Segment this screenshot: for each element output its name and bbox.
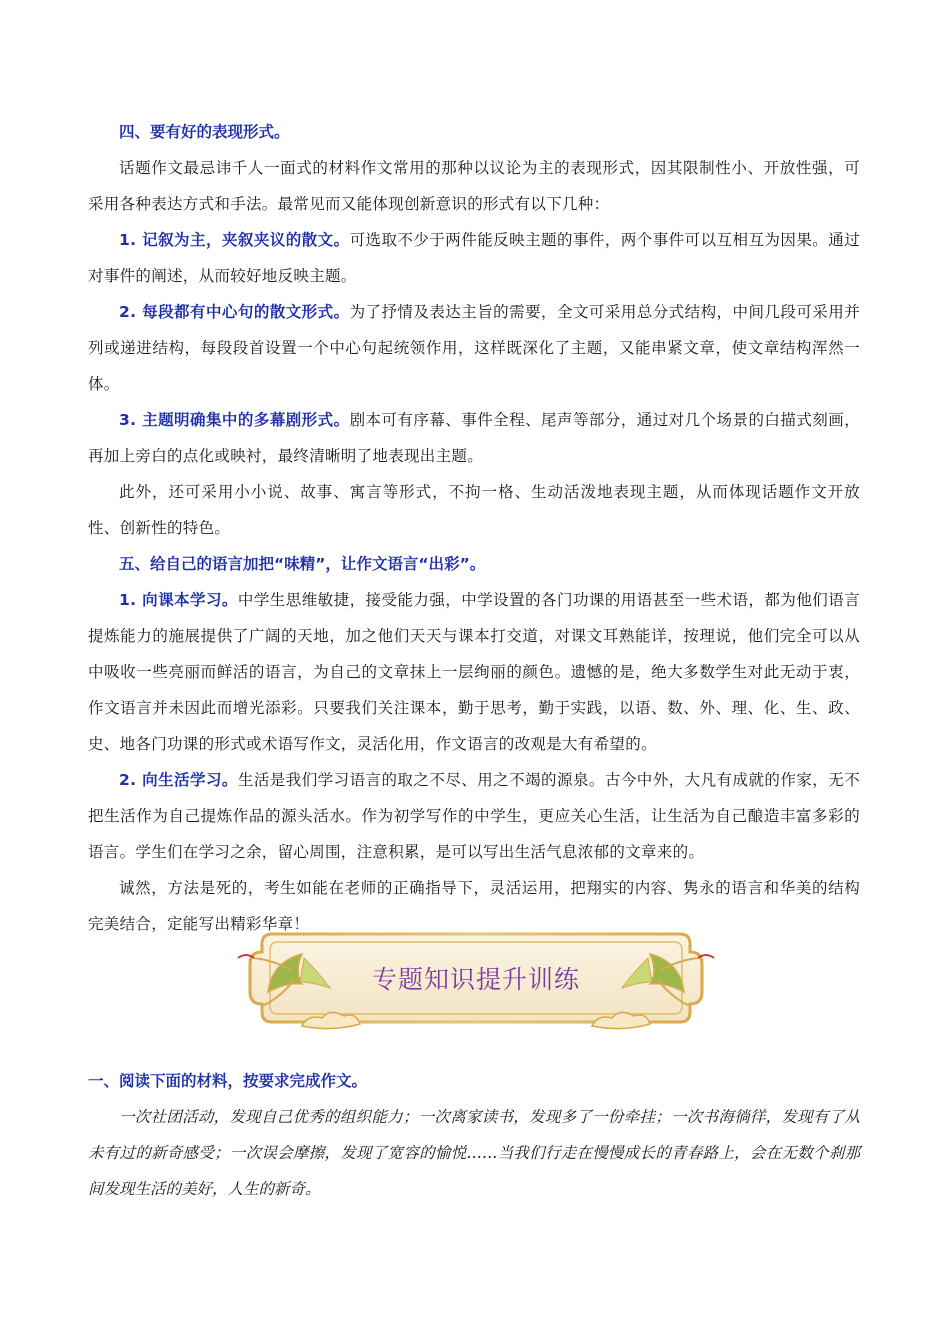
item-lead: 2. 向生活学习。 xyxy=(119,771,238,789)
section5-item-1 xyxy=(88,582,860,762)
item-text: 剧本可有序幕、事件全程、尾声等部分，通过对几个场景的白描式刻画，再加上旁白的点化或映衬，最终清晰明了地表现出主题。 xyxy=(88,411,860,465)
exercise-section xyxy=(88,1063,860,1207)
section-banner xyxy=(232,922,720,1034)
article-body xyxy=(88,114,860,942)
item-lead: 1. 记叙为主，夹叙夹议的散文。 xyxy=(119,231,350,249)
section4-heading: 四、要有好的表现形式。 xyxy=(119,123,290,141)
exercise-heading: 一、阅读下面的材料，按要求完成作文。 xyxy=(88,1072,368,1090)
section5-item-2 xyxy=(88,762,860,870)
item-text: 生活是我们学习语言的取之不尽、用之不竭的源泉。古今中外，大凡有成就的作家，无不把生活作为自己提炼作品的源头活水。作为初学写作的中学生，更应关心生活，让生活为自己酿造丰富多彩的语言。学生们在学习之余，留心周围，注意积累，是可以写出生活气息浓郁的文章来的。 xyxy=(88,771,861,861)
section5-heading: 五、给自己的语言加把“味精”，让作文语言“出彩”。 xyxy=(119,555,486,573)
section4-extra: 此外，还可采用小小说、故事、寓言等形式，不拘一格、生动活泼地表现主题，从而体现话题作文开放性、创新性的特色。 xyxy=(88,483,860,537)
section4-intro: 话题作文最忌讳千人一面式的材料作文常用的那种以议论为主的表现形式，因其限制性小、开放性强，可采用各种表达方式和手法。最常见而又能体现创新意识的形式有以下几种： xyxy=(88,159,860,213)
item-text: 中学生思维敏捷，接受能力强，中学设置的各门功课的用语甚至一些术语，都为他们语言提炼能力的施展提供了广阔的天地，加之他们天天与课本打交道，对课文耳熟能详，按理说，他们完全可以从中吸收一些亮丽而鲜活的语言，为自己的文章抹上一层绚丽的颜色。遗憾的是，绝大多数学生对此无动于衷，作文语言并未因此而增光添彩。只要我们关注课本，勤于思考，勤于实践，以语、数、外、理、化、生、政、史、地各门功课的形式或术语写作文，灵活化用，作文语言的改观是大有希望的。 xyxy=(88,591,861,753)
item-lead: 3. 主题明确集中的多幕剧形式。 xyxy=(119,411,350,429)
banner-title: 专题知识提升训练 xyxy=(371,965,580,994)
section4-item-2 xyxy=(88,294,860,402)
item-lead: 1. 向课本学习。 xyxy=(119,591,238,609)
item-text: 为了抒情及表达主旨的需要，全文可采用总分式结构，中间几段可采用并列或递进结构，每段段首设置一个中心句起统领作用，这样既深化了主题，又能串紧文章，使文章结构浑然一体。 xyxy=(88,303,860,393)
section5-conclusion: 诚然，方法是死的，考生如能在老师的正确指导下，灵活运用，把翔实的内容、隽永的语言和华美的结构完美结合，定能写出精彩华章！ xyxy=(88,879,860,933)
section4-item-1 xyxy=(88,222,860,294)
item-lead: 2. 每段都有中心句的散文形式。 xyxy=(119,303,350,321)
exercise-material: 一次社团活动，发现自己优秀的组织能力；一次离家读书，发现多了一份牵挂；一次书海徜徉，发现有了从未有过的新奇感受；一次误会摩擦，发现了宽容的愉悦……当我们行走在慢慢成长的青春路上，会在无数个刹那间发现生活的美好，人生的新奇。 xyxy=(88,1108,860,1198)
item-text: 可选取不少于两件能反映主题的事件，两个事件可以互相互为因果。通过对事件的阐述，从而较好地反映主题。 xyxy=(88,231,860,285)
section4-item-3 xyxy=(88,402,860,474)
